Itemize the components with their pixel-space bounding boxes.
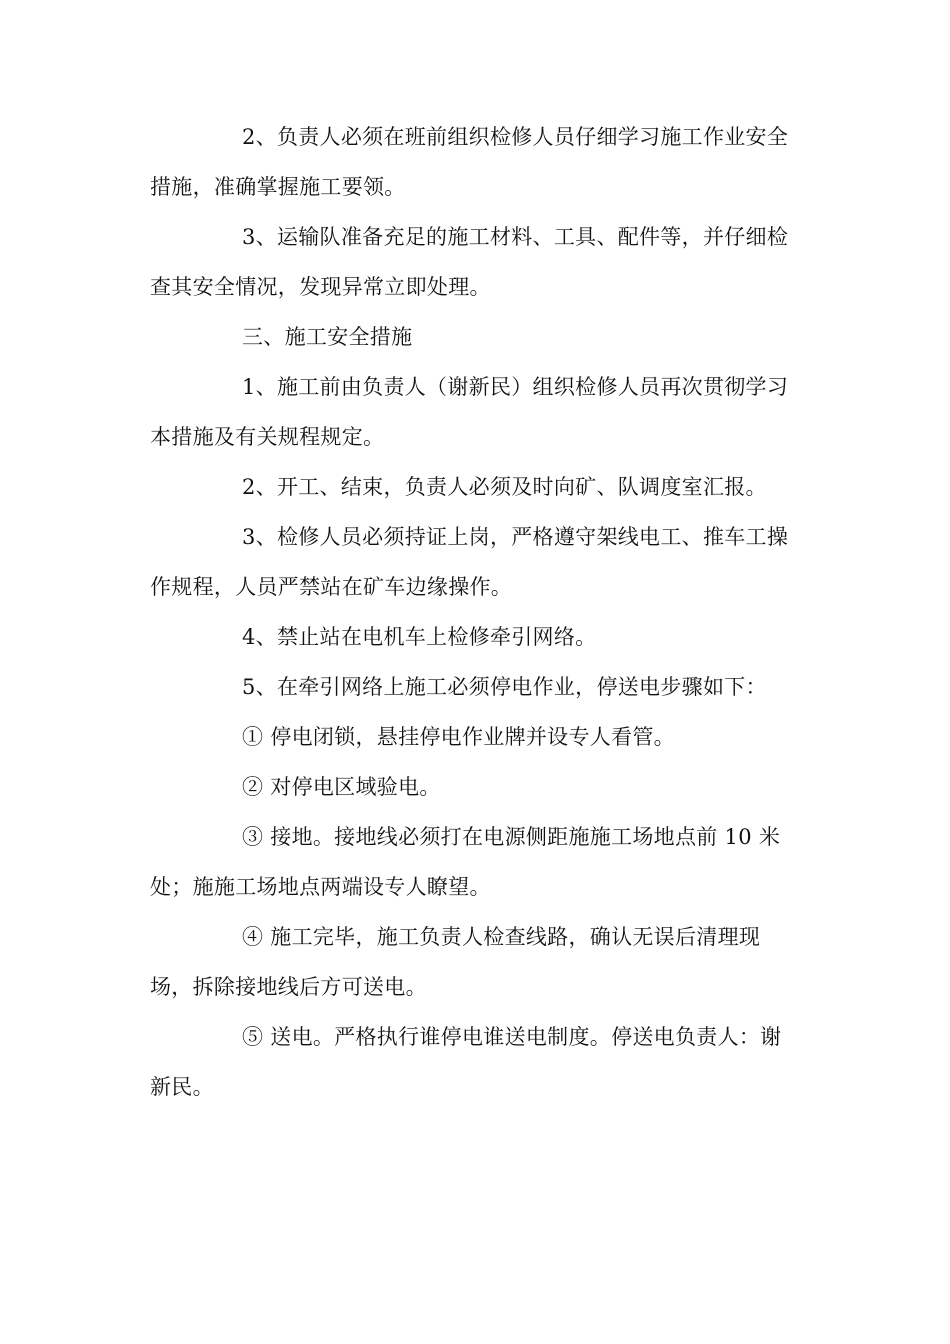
paragraph-safety-4: 4、禁止站在电机车上检修牵引网络。 xyxy=(242,625,597,649)
step-item-3: ③ 接地。接地线必须打在电源侧距施施工场地点前 10 米处；施施工场地点两端设专人瞭望。 xyxy=(150,825,781,899)
paragraph-prep-3: 3、运输队准备充足的施工材料、工具、配件等，并仔细检查其安全情况，发现异常立即处理。 xyxy=(150,225,789,299)
paragraph-prep-2: 2、负责人必须在班前组织检修人员仔细学习施工作业安全措施，准确掌握施工要领。 xyxy=(150,125,789,199)
step-item-2: ② 对停电区域验电。 xyxy=(242,775,441,799)
step-item-1: ① 停电闭锁，悬挂停电作业牌并设专人看管。 xyxy=(242,725,675,749)
step-item-5: ⑤ 送电。严格执行谁停电谁送电制度。停送电负责人：谢新民。 xyxy=(150,1025,782,1099)
step-item-4: ④ 施工完毕，施工负责人检查线路，确认无误后清理现场，拆除接地线后方可送电。 xyxy=(150,925,761,999)
document-body xyxy=(150,112,800,1112)
paragraph-safety-3: 3、检修人员必须持证上岗，严格遵守架线电工、推车工操作规程，人员严禁站在矿车边缘操作。 xyxy=(150,525,789,599)
paragraph-safety-2: 2、开工、结束，负责人必须及时向矿、队调度室汇报。 xyxy=(242,475,767,499)
paragraph-safety-1: 1、施工前由负责人（谢新民）组织检修人员再次贯彻学习本措施及有关规程规定。 xyxy=(150,375,789,449)
paragraph-safety-5: 5、在牵引网络上施工必须停电作业，停送电步骤如下： xyxy=(242,675,767,699)
section-heading-safety-measures: 三、施工安全措施 xyxy=(242,325,413,349)
